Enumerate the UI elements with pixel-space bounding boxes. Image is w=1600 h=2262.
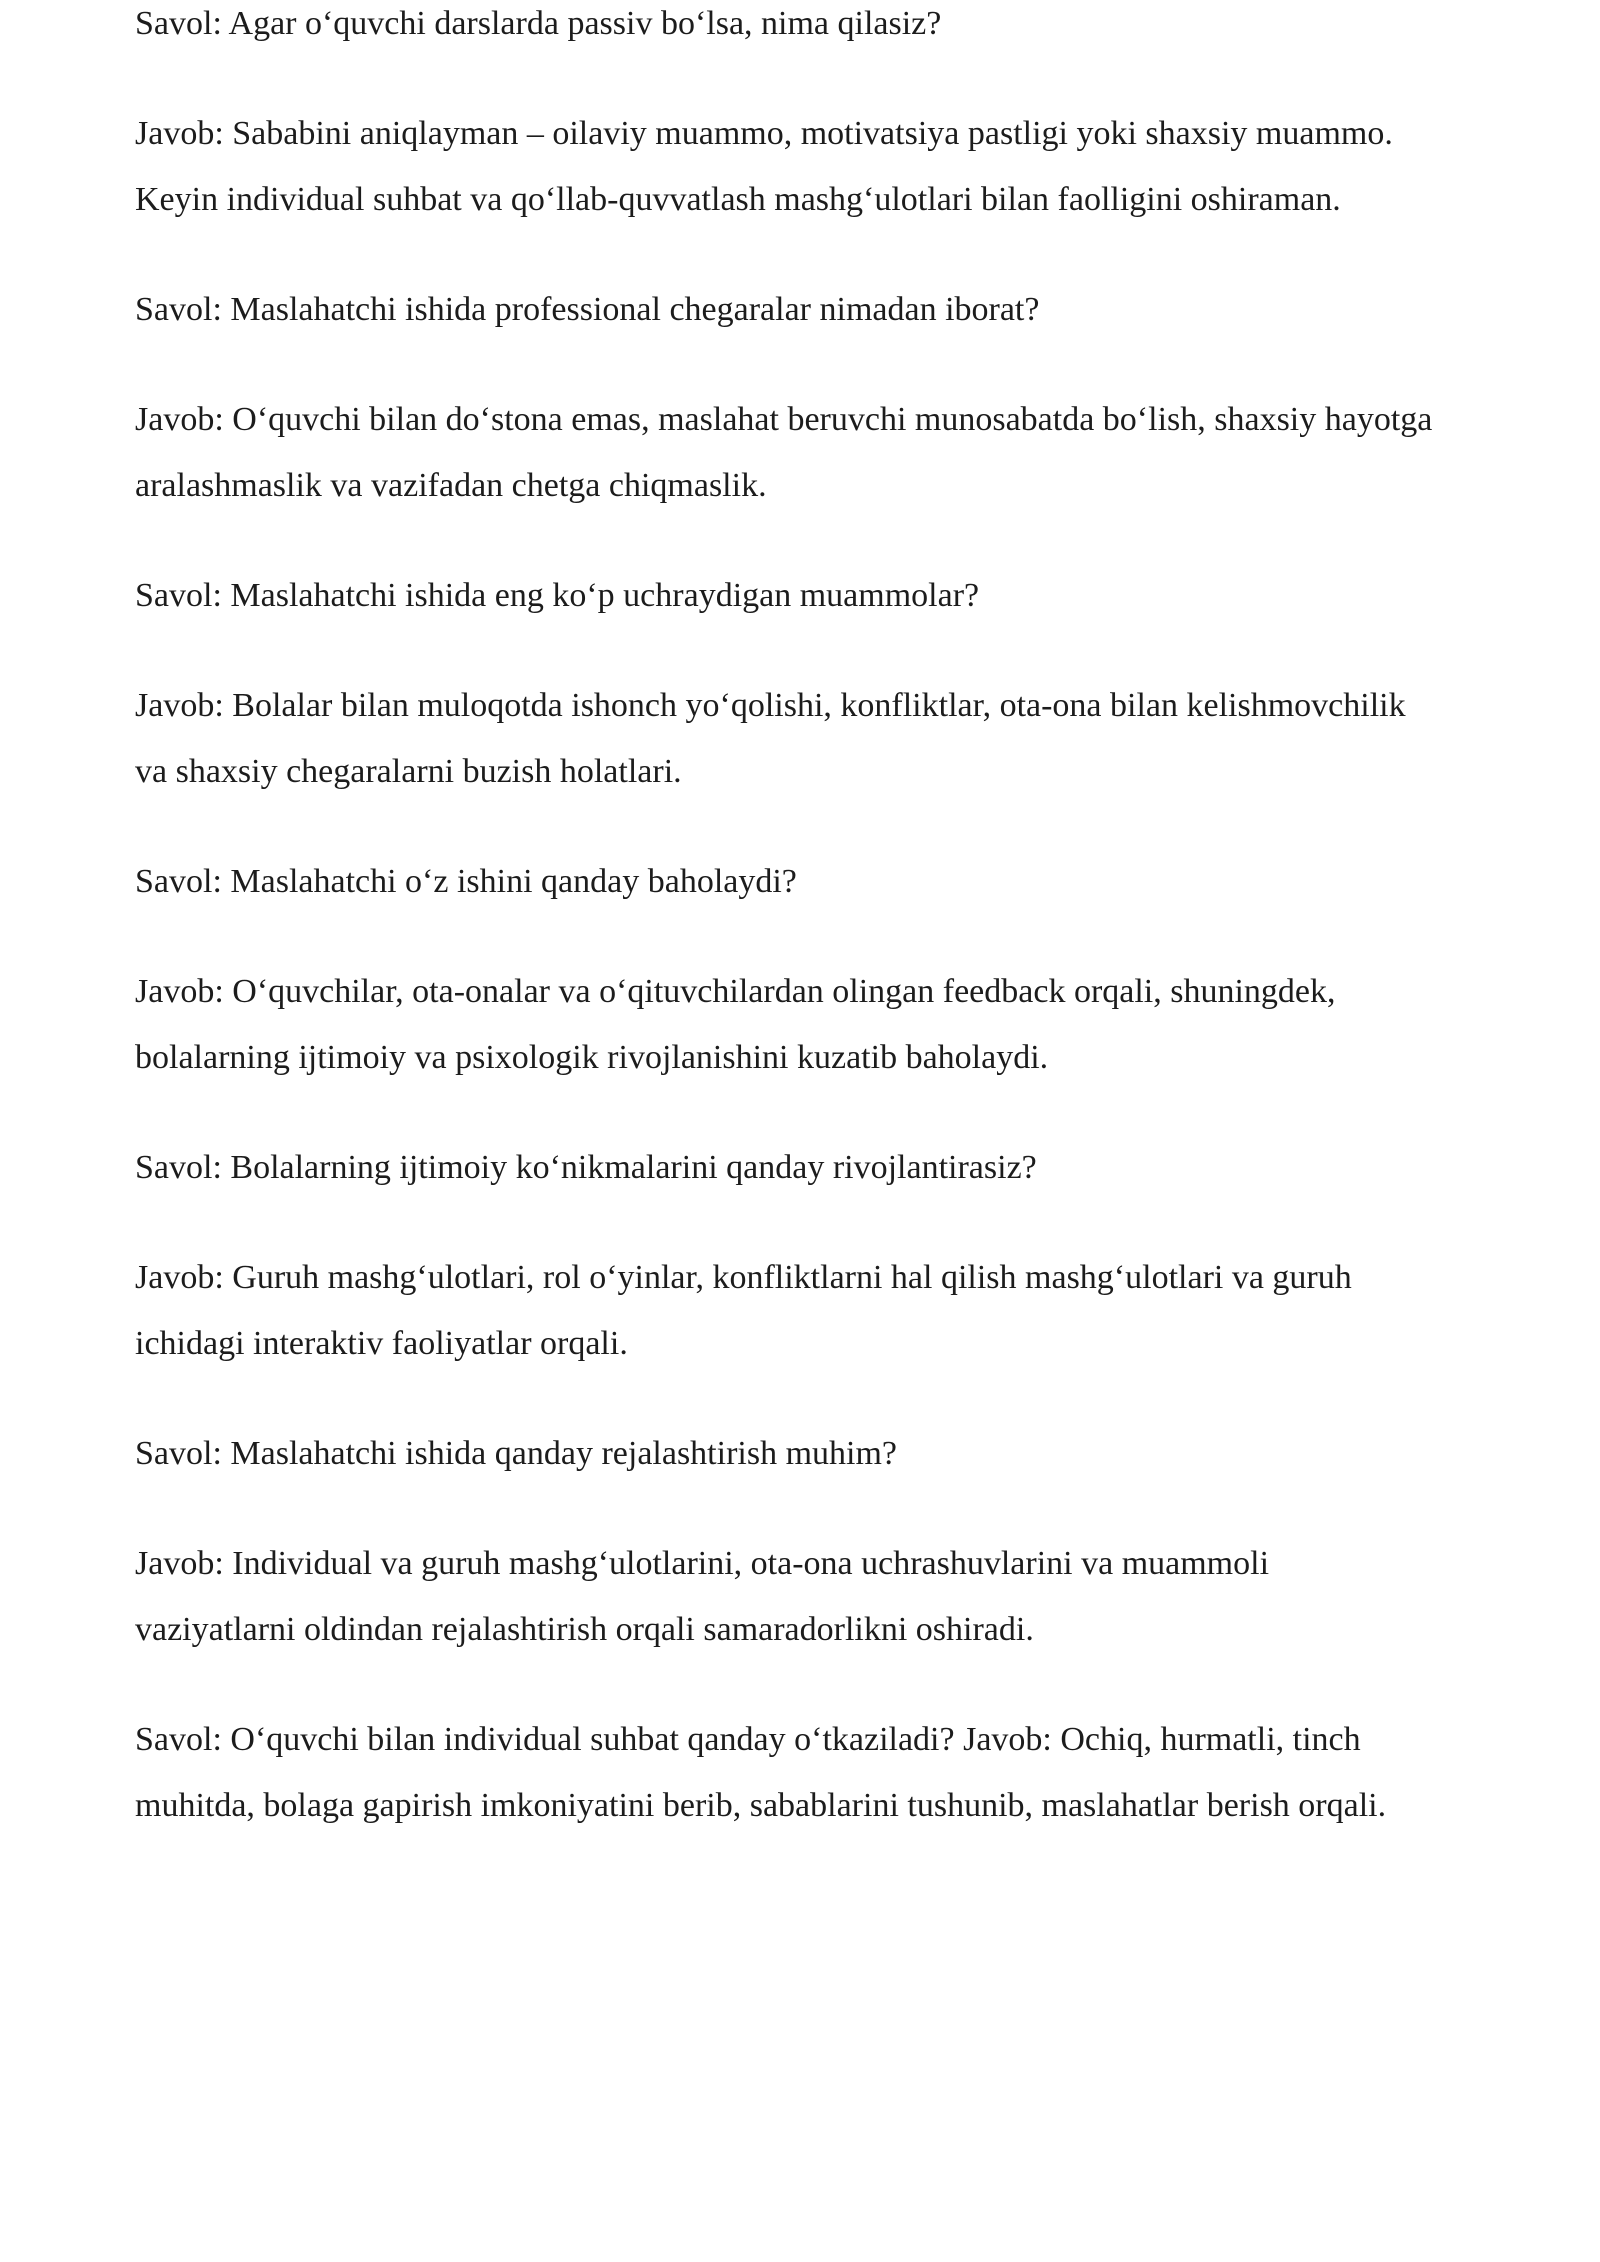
answer-professional-boundaries: Javob: O‘quvchi bilan do‘stona emas, maslahat beruvchi munosabatda bo‘lish, shaxsiy hayotga aralashmaslik va vazifadan chetga chiqmaslik. [135,401,1433,504]
question-common-problems: Savol: Maslahatchi ishida eng ko‘p uchraydigan muammolar? [135,577,980,614]
question-self-evaluation: Savol: Maslahatchi o‘z ishini qanday baholaydi? [135,863,797,900]
question-social-skills: Savol: Bolalarning ijtimoiy ko‘nikmalarini qanday rivojlantirasiz? [135,1149,1037,1186]
question-passive-student: Savol: Agar o‘quvchi darslarda passiv bo‘lsa, nima qilasiz? [135,5,942,42]
answer-social-skills: Javob: Guruh mashg‘ulotlari, rol o‘yinlar, konfliktlarni hal qilish mashg‘ulotlari va guruh ichidagi interaktiv faoliyatlar orqali. [135,1259,1352,1362]
answer-planning: Javob: Individual va guruh mashg‘ulotlarini, ota-ona uchrashuvlarini va muammoli vaziyatlarni oldindan rejalashtirish orqali samaradorlikni oshiradi. [135,1545,1270,1648]
answer-passive-student: Javob: Sababini aniqlayman – oilaviy muammo, motivatsiya pastligi yoki shaxsiy muammo. Keyin individual suhbat va qo‘llab-quvvatlash mashg‘ulotlari bilan faolligini oshiraman. [135,115,1393,218]
answer-self-evaluation: Javob: O‘quvchilar, ota-onalar va o‘qituvchilardan olingan feedback orqali, shuningdek, bolalarning ijtimoiy va psixologik rivojlanishini kuzatib baholaydi. [135,973,1336,1076]
question-professional-boundaries: Savol: Maslahatchi ishida professional chegaralar nimadan iborat? [135,291,1040,328]
answer-common-problems: Javob: Bolalar bilan muloqotda ishonch yo‘qolishi, konfliktlar, ota-ona bilan kelishmovchilik va shaxsiy chegaralarni buzish holatlari. [135,687,1406,790]
document-page [135,0,1435,1883]
question-planning: Savol: Maslahatchi ishida qanday rejalashtirish muhim? [135,1435,897,1472]
question-answer-individual-conversation: Savol: O‘quvchi bilan individual suhbat qanday o‘tkaziladi? Javob: Ochiq, hurmatli, tinch muhitda, bolaga gapirish imkoniyatini berib, sabablarini tushunib, maslahatlar berish orqali. [135,1721,1387,1824]
